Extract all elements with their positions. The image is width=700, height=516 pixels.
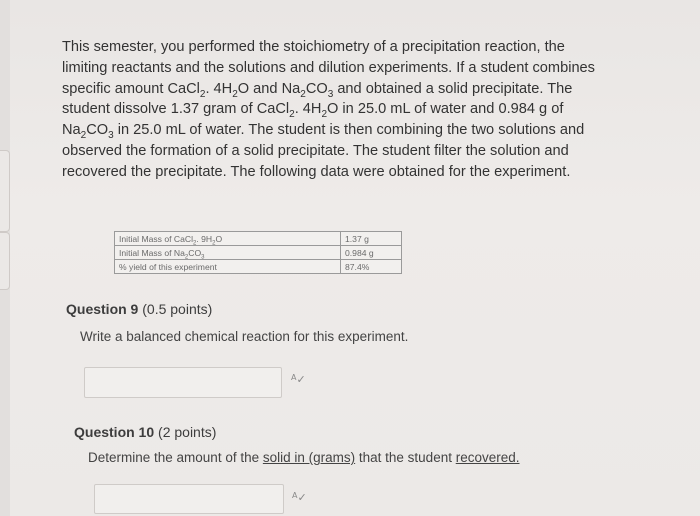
table-row [115, 260, 402, 274]
question-10-prompt: Determine the amount of the solid in (grams) that the student recovered. [88, 450, 520, 465]
question-9-title [66, 301, 212, 317]
question-9-answer-field[interactable] [84, 367, 282, 398]
question-number: Question 10 [74, 424, 155, 440]
line: specific amount CaCl$_2$. $4H_2O$ and $Na_2CO_3$ and obtained a solid precipitate. The [62, 80, 573, 100]
line: $Na_2CO_3$ in 25.0 mL of water. The student is then combining the two solutions and [62, 122, 585, 142]
line: limiting reactants and the solutions and dilution experiments. If a student combines [62, 59, 595, 76]
table-cell-label: Initial Mass of CaCl$_2$. $9H_2O$ [115, 232, 341, 246]
question-9-prompt: Write a balanced chemical reaction for this experiment. [80, 329, 409, 344]
table-cell-label: % yield of this experiment [115, 260, 341, 274]
question-10-title [74, 424, 216, 440]
table-cell-value: 87.4% [341, 260, 402, 274]
line: student dissolve 1.37 gram of CaCl$_2$. $4H_2O$ in 25.0 mL of water and 0.984 g of [62, 101, 564, 121]
question-points: (2 points) [158, 424, 217, 440]
line: observed the formation of a solid precipitate. The student filter the solution and [62, 142, 569, 159]
spellcheck-icon[interactable]: $^A$✓ [292, 491, 307, 504]
edge-tab [0, 150, 10, 232]
question-points: (0.5 points) [142, 301, 213, 317]
table-row [115, 232, 402, 246]
left-edge-panel [0, 0, 10, 516]
table-cell-label: Initial Mass of $Na_2CO_3$ [115, 246, 341, 260]
problem-description [62, 37, 618, 183]
table-cell-value: 0.984 g [341, 246, 402, 260]
table-cell-value: 1.37 g [341, 232, 402, 246]
question-10-answer-field[interactable] [94, 484, 284, 514]
data-table [114, 231, 402, 274]
line: recovered the precipitate. The following data were obtained for the experiment. [62, 163, 571, 180]
line: This semester, you performed the stoichiometry of a precipitation reaction, the [62, 39, 565, 55]
table-row [115, 246, 402, 260]
question-number: Question 9 [66, 301, 139, 317]
spellcheck-icon[interactable]: $^A$✓ [291, 373, 306, 386]
edge-tab [0, 232, 10, 290]
